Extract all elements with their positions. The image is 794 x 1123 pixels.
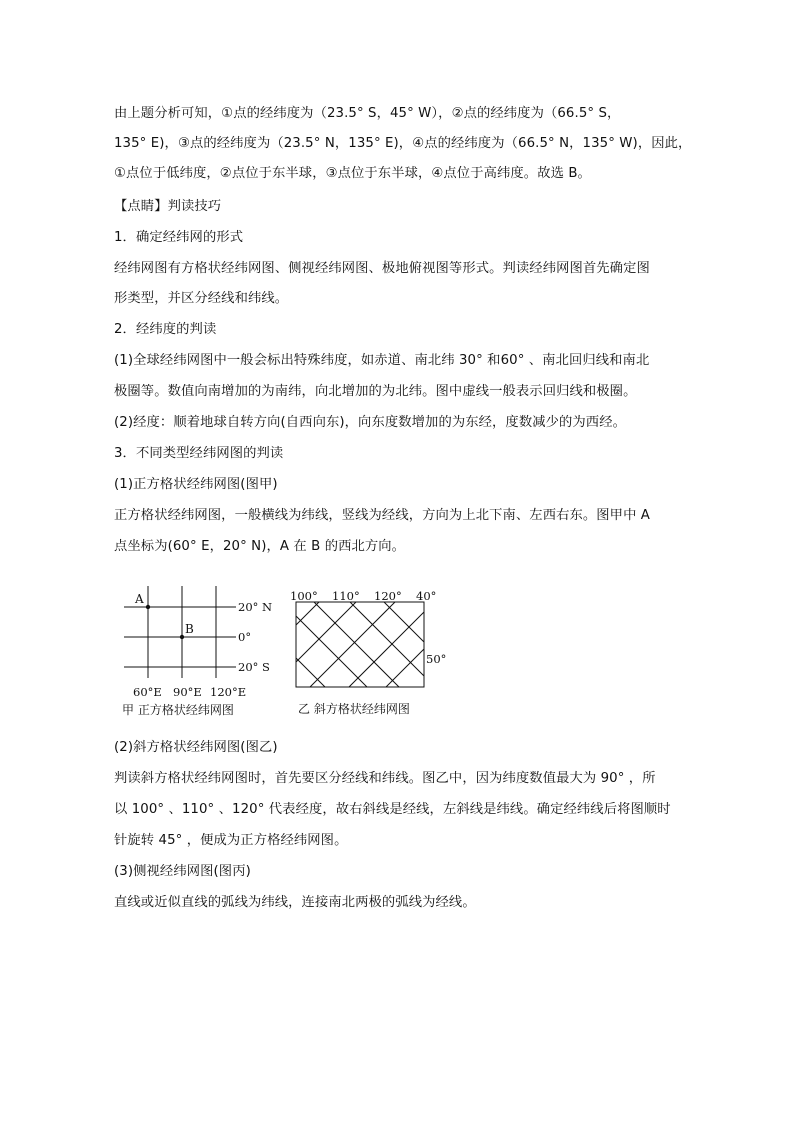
text-line: (1)正方格状经纬网图(图甲) bbox=[114, 477, 278, 492]
figure-caption: 乙 斜方格状经纬网图 bbox=[298, 702, 410, 716]
meridian-line bbox=[296, 602, 319, 625]
point-a-marker bbox=[146, 605, 150, 609]
meridian-line bbox=[349, 612, 424, 687]
parallel-line bbox=[314, 602, 399, 687]
subheading: 1．确定经纬网的形式 bbox=[114, 230, 244, 245]
point-b-label: B bbox=[185, 622, 194, 636]
grid-frame bbox=[296, 602, 424, 687]
lon-label: 120°E bbox=[210, 685, 247, 699]
text-line: 正方格状经纬网图，一般横线为纬线，竖线为经线，方向为上北下南、左西右东。图甲中 A bbox=[114, 508, 650, 523]
lat-label: 20° N bbox=[238, 600, 273, 614]
subheading: 2．经纬度的判读 bbox=[114, 322, 217, 337]
section-heading: 【点睛】判读技巧 bbox=[114, 199, 222, 214]
point-b-marker bbox=[180, 635, 184, 639]
text-line: 直线或近似直线的弧线为纬线，连接南北两极的弧线为经线。 bbox=[114, 895, 476, 910]
top-label: 100° bbox=[290, 589, 318, 603]
text-line: 极圈等。数值向南增加的为南纬，向北增加的为北纬。图中虚线一般表示回归线和极圈。 bbox=[114, 384, 637, 399]
text-line: 针旋转 45° ，便成为正方格经纬网图。 bbox=[114, 833, 348, 848]
top-label: 120° bbox=[374, 589, 402, 603]
text-line: (1)全球经纬网图中一般会标出特殊纬度，如赤道、南北纬 30° 和60° 、南北回归线和南北 bbox=[114, 353, 650, 368]
figure-caption: 甲 正方格状经纬网图 bbox=[122, 703, 234, 717]
text-line: 由上题分析可知，①点的经纬度为（23.5° S，45° W），②点的经纬度为（66.5° S， bbox=[114, 106, 621, 121]
meridian-line bbox=[310, 602, 395, 687]
text-line: 点坐标为(60° E，20° N)，A 在 B 的西北方向。 bbox=[114, 539, 406, 554]
text-line: 135° E)，③点的经纬度为（23.5° N，135° E)，④点的经纬度为（66.5° N，135° W)，因此， bbox=[114, 136, 692, 151]
parallel-line bbox=[296, 658, 325, 687]
text-line: 以 100° 、110° 、120° 代表经度，故右斜线是经线，左斜线是纬线。确定经纬线后将图顺时 bbox=[114, 802, 671, 817]
top-label: 110° bbox=[332, 589, 360, 603]
figure-square-grid bbox=[118, 578, 288, 720]
lat-label: 20° S bbox=[238, 660, 270, 674]
parallel-line bbox=[350, 602, 424, 676]
lon-label: 60°E bbox=[133, 685, 162, 699]
lon-label: 90°E bbox=[173, 685, 202, 699]
lat-label: 0° bbox=[238, 630, 252, 644]
text-line: (2)经度：顺着地球自转方向(自西向东)，向东度数增加的为东经，度数减少的为西经。 bbox=[114, 415, 626, 430]
text-line: 经纬网图有方格状经纬网图、侧视经纬网图、极地俯视图等形式。判读经纬网图首先确定图 bbox=[114, 261, 650, 276]
text-line: 判读斜方格状经纬网图时，首先要区分经线和纬线。图乙中，因为纬度数值最大为 90° ，所 bbox=[114, 771, 656, 786]
figure-oblique-grid bbox=[286, 586, 456, 720]
text-line: 形类型，并区分经线和纬线。 bbox=[114, 291, 289, 306]
subheading: 3．不同类型经纬网图的判读 bbox=[114, 446, 284, 461]
text-line: (2)斜方格状经纬网图(图乙) bbox=[114, 740, 278, 755]
text-line: (3)侧视经纬网图(图丙) bbox=[114, 864, 251, 879]
top-label: 40° bbox=[416, 589, 437, 603]
parallel-line bbox=[384, 602, 424, 642]
meridian-line bbox=[386, 649, 424, 687]
right-label: 50° bbox=[426, 652, 447, 666]
point-a-label: A bbox=[135, 592, 144, 606]
text-line: ①点位于低纬度，②点位于东半球，③点位于东半球，④点位于高纬度。故选 B。 bbox=[114, 166, 591, 181]
meridian-line bbox=[296, 602, 356, 662]
